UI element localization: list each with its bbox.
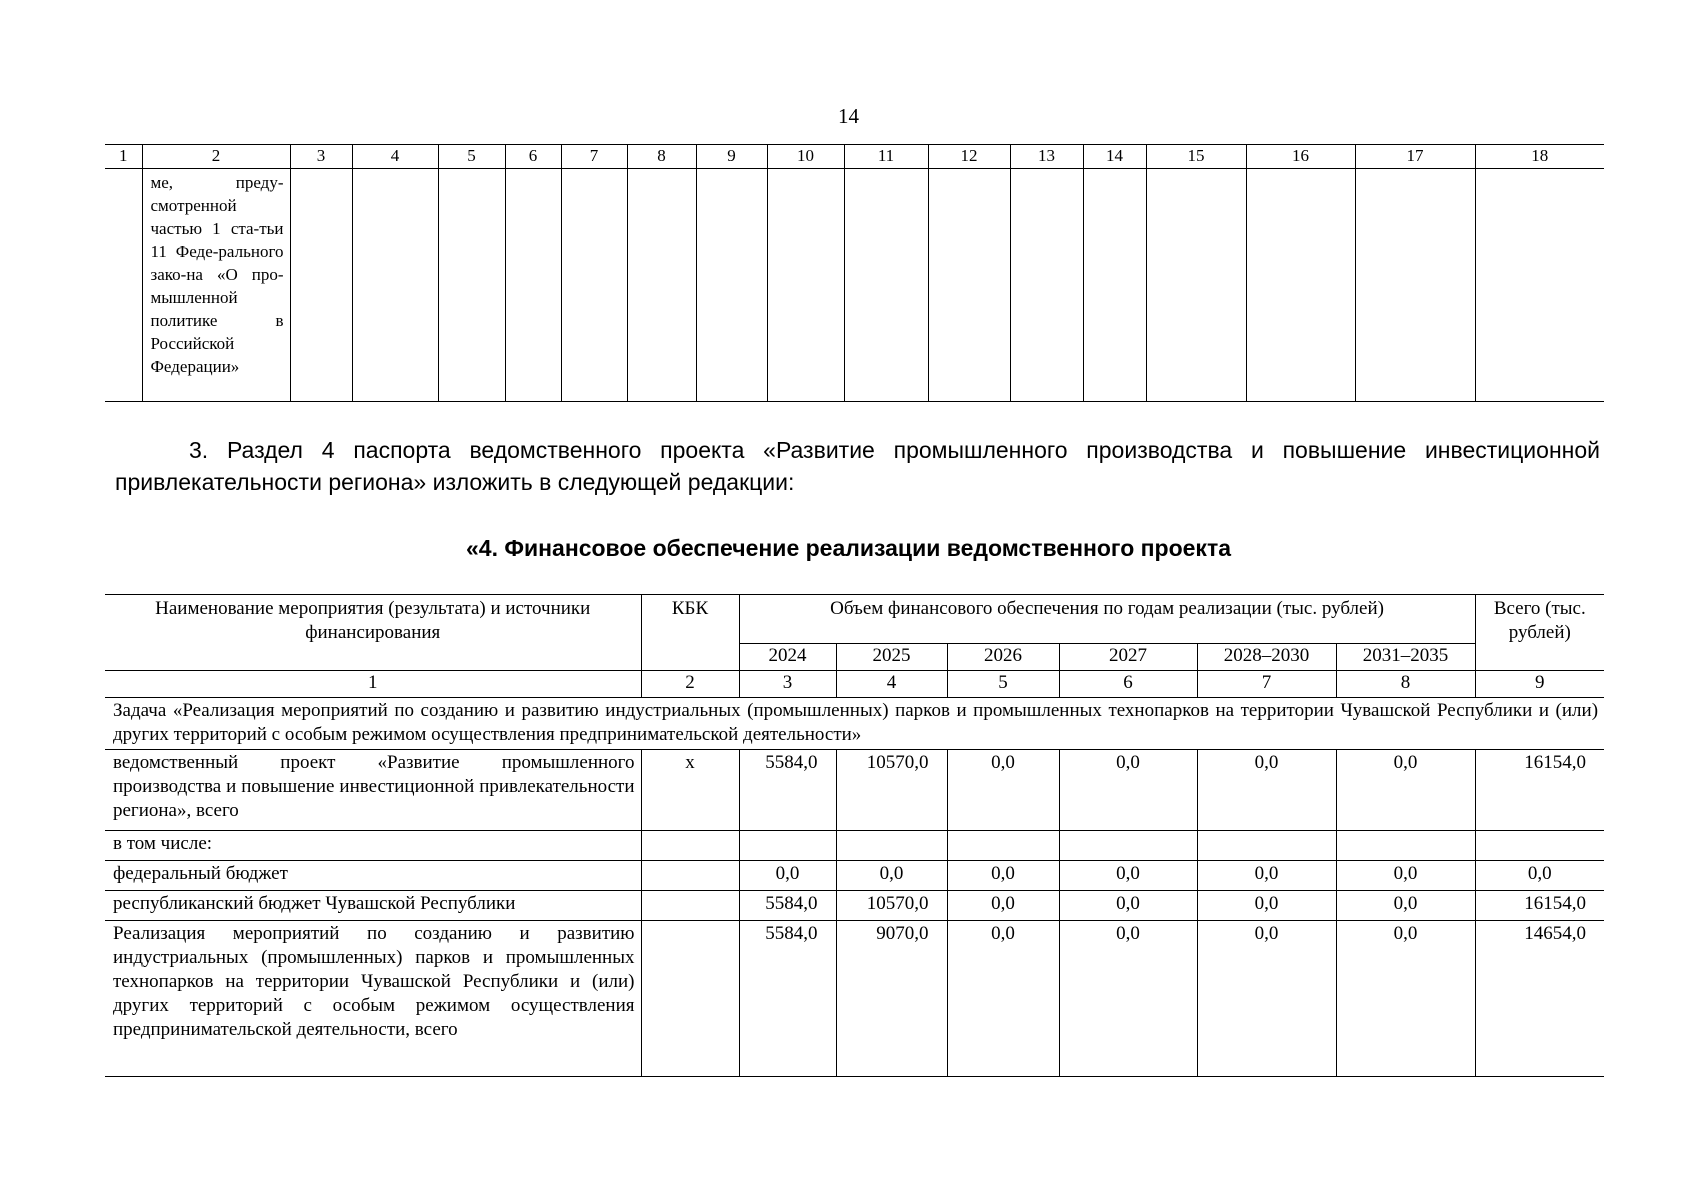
financing-table (105, 594, 1604, 1077)
header-year: 2025 (836, 644, 947, 671)
header-kbk: КБК (641, 595, 739, 671)
col-num: 13 (1010, 145, 1083, 169)
row-name: ведомственный проект «Развитие промышленного производства и повышение инвестиционной привлекательности региона», всего (105, 750, 641, 831)
row-name: в том числе: (105, 831, 641, 861)
row-value: 0,0 (947, 891, 1059, 921)
table-row (105, 891, 1604, 921)
col-num: 14 (1083, 145, 1146, 169)
col-num: 5 (438, 145, 505, 169)
row-value: 0,0 (947, 750, 1059, 831)
col-num: 4 (836, 671, 947, 698)
row-value: 0,0 (1197, 921, 1336, 1077)
row-name: республиканский бюджет Чувашской Республики (105, 891, 641, 921)
task-row (105, 698, 1604, 750)
row-value: 0,0 (1197, 750, 1336, 831)
section-title: «4. Финансовое обеспечение реализации ведомственного проекта (466, 535, 1231, 561)
col-num: 9 (696, 145, 767, 169)
col-num: 10 (767, 145, 844, 169)
row-value: 5584,0 (739, 921, 836, 1077)
row-value: 0,0 (1059, 891, 1197, 921)
col-num: 5 (947, 671, 1059, 698)
row-total: 16154,0 (1475, 750, 1604, 831)
header-year: 2028–2030 (1197, 644, 1336, 671)
col-num: 3 (290, 145, 352, 169)
page-number: 14 (838, 104, 859, 128)
row-value: 9070,0 (836, 921, 947, 1077)
row-kbk: х (641, 750, 739, 831)
row-value: 0,0 (1197, 891, 1336, 921)
row-value: 0,0 (947, 861, 1059, 891)
row-value: 0,0 (1336, 750, 1475, 831)
row-value: 0,0 (1059, 861, 1197, 891)
task-text: Задача «Реализация мероприятий по созданию и развитию индустриальных (промышленных) парков и промышленных технопарков на территории Чувашской Республики и (или) других территорий с особым режимом осуществления предпринимательской деятельности» (105, 698, 1604, 750)
col-num: 8 (627, 145, 696, 169)
column-number-row (105, 145, 1604, 169)
header-name: Наименование мероприятия (результата) и источники финансирования (105, 595, 641, 671)
col-num: 15 (1146, 145, 1246, 169)
header-year: 2024 (739, 644, 836, 671)
col-num: 1 (105, 671, 641, 698)
col-num: 12 (928, 145, 1010, 169)
col-num: 2 (142, 145, 290, 169)
col-num: 9 (1475, 671, 1604, 698)
row-value: 5584,0 (739, 750, 836, 831)
row-kbk (641, 861, 739, 891)
row-value: 0,0 (1336, 861, 1475, 891)
header-year: 2027 (1059, 644, 1197, 671)
col-num: 7 (1197, 671, 1336, 698)
table-row (105, 750, 1604, 831)
header-year: 2031–2035 (1336, 644, 1475, 671)
col-num: 6 (505, 145, 561, 169)
amendment-paragraph: 3. Раздел 4 паспорта ведомственного проекта «Развитие промышленного производства и повышение инвестиционной привлекательности региона» изложить в следующей редакции: (115, 437, 1600, 495)
col-num: 1 (105, 145, 142, 169)
header-volume: Объем финансового обеспечения по годам реализации (тыс. рублей) (739, 595, 1475, 644)
header-row-1 (105, 595, 1604, 644)
col-num: 11 (844, 145, 928, 169)
row-name: федеральный бюджет (105, 861, 641, 891)
row-value: 0,0 (1336, 921, 1475, 1077)
continuation-cell-text: ме, преду-смотренной частью 1 ста-тьи 11 Феде-рального зако-на «О про-мышленной политике в Российской Федерации» (150, 173, 284, 376)
row-value: 10570,0 (836, 891, 947, 921)
row-total: 0,0 (1475, 861, 1604, 891)
col-num: 16 (1246, 145, 1355, 169)
col-num: 6 (1059, 671, 1197, 698)
row-value: 10570,0 (836, 750, 947, 831)
row-total: 14654,0 (1475, 921, 1604, 1077)
row-total: 16154,0 (1475, 891, 1604, 921)
row-value: 0,0 (1059, 750, 1197, 831)
row-value: 0,0 (1197, 861, 1336, 891)
col-num: 3 (739, 671, 836, 698)
row-value: 5584,0 (739, 891, 836, 921)
table-row (105, 861, 1604, 891)
row-value: 0,0 (1336, 891, 1475, 921)
row-kbk (641, 891, 739, 921)
row-kbk (641, 921, 739, 1077)
table-row (105, 831, 1604, 861)
table-row (105, 921, 1604, 1077)
header-total: Всего (тыс. рублей) (1475, 595, 1604, 671)
col-num: 4 (352, 145, 438, 169)
continuation-row (105, 169, 1604, 402)
col-num: 2 (641, 671, 739, 698)
col-num: 8 (1336, 671, 1475, 698)
column-number-row (105, 671, 1604, 698)
col-num: 7 (561, 145, 627, 169)
row-value: 0,0 (836, 861, 947, 891)
row-value: 0,0 (739, 861, 836, 891)
row-name: Реализация мероприятий по созданию и развитию индустриальных (промышленных) парков и промышленных технопарков на территории Чувашской Республики и (или) других территорий с особым режимом осуществления предпринимательской деятельности, всего (105, 921, 641, 1077)
header-year: 2026 (947, 644, 1059, 671)
col-num: 17 (1355, 145, 1475, 169)
continuation-table (105, 144, 1604, 402)
row-value: 0,0 (947, 921, 1059, 1077)
row-value: 0,0 (1059, 921, 1197, 1077)
col-num: 18 (1475, 145, 1604, 169)
